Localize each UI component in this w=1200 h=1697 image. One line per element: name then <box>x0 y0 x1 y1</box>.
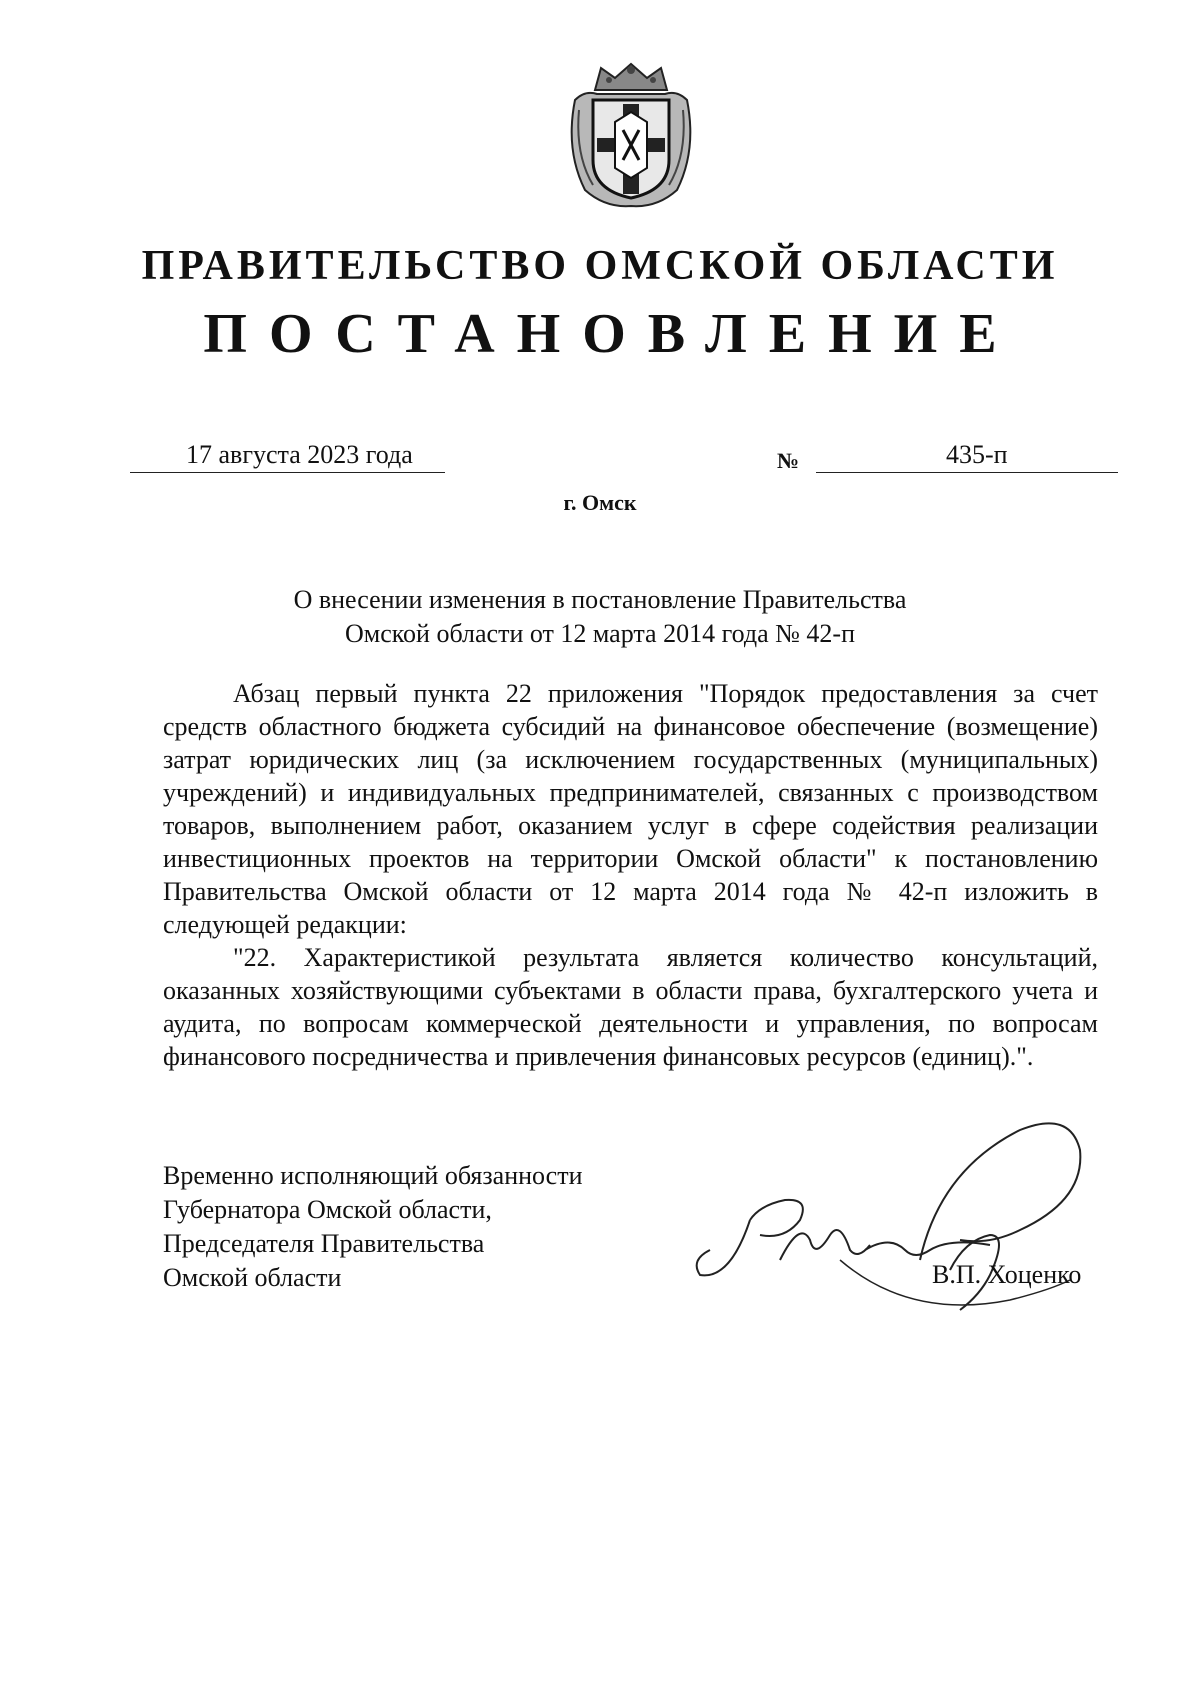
document-number: 435-п <box>946 440 1008 469</box>
number-label: № <box>777 448 800 473</box>
signer-name: В.П. Хоценко <box>932 1260 1082 1289</box>
body-paragraph-2: "22. Характеристикой результата является количество консультаций, оказанных хозяйствующими субъектами в области права, бухгалтерского учета и аудита, по вопросам коммерческой деятельности и управления, по вопросам финансового посредничества и привлечения финансовых ресурсов (единиц).". <box>163 943 1098 1071</box>
signer-position <box>163 1159 583 1295</box>
document-date-field <box>130 440 445 473</box>
city-name: г. Омск <box>563 490 637 515</box>
document-number-field <box>816 440 1118 473</box>
heading-line-1: О внесении изменения в постановление Правительства <box>293 585 907 614</box>
document-type-title: ПОСТАНОВЛЕНИЕ <box>203 303 1019 365</box>
signer-position-line-2: Губернатора Омской области, <box>163 1195 492 1224</box>
handwritten-signature <box>690 1110 1100 1330</box>
document-date: 17 августа 2023 года <box>186 440 413 469</box>
heading-line-2: Омской области от 12 марта 2014 года № 42-п <box>344 619 856 648</box>
coat-of-arms-emblem <box>565 60 697 210</box>
government-name: ПРАВИТЕЛЬСТВО ОМСКОЙ ОБЛАСТИ <box>141 243 1059 289</box>
body-paragraph-1: Абзац первый пункта 22 приложения "Порядок предоставления за счет средств областного бюджета субсидий на финансовое обеспечение (возмещение) затрат юридических лиц (за исключением государственных (муниципальных) учреждений) и индивидуальных предпринимателей, связанных с производством товаров, выполнением работ, оказанием услуг в сфере содействия реализации инвестиционных проектов на территории Омской области" к постановлению Правительства Омской области от 12 марта 2014 года № 42-п изложить в следующей редакции: <box>163 679 1098 939</box>
signer-position-line-3: Председателя Правительства <box>163 1229 485 1258</box>
signer-position-line-1: Временно исполняющий обязанности <box>163 1161 583 1190</box>
signer-position-line-4: Омской области <box>163 1263 342 1292</box>
document-heading <box>160 583 1040 651</box>
document-body <box>163 677 1098 1073</box>
